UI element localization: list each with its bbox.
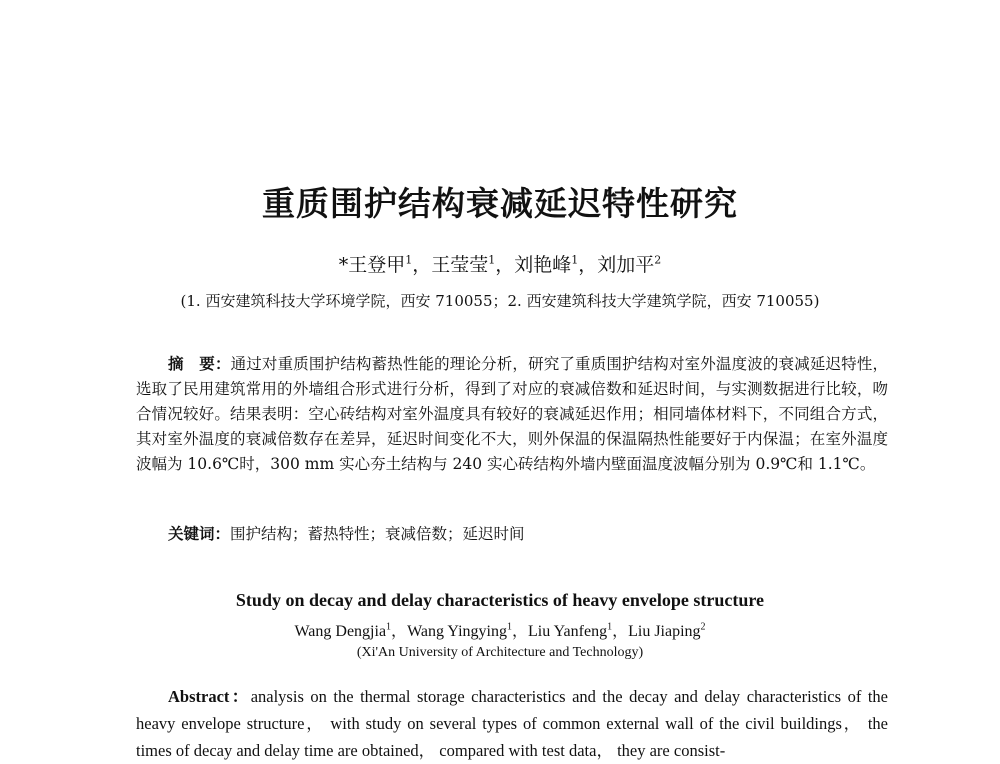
author-separator: ， [578,254,598,276]
author-affiliation-mark: 1 [386,621,392,633]
abstract-cn [136,352,888,477]
author-list-cn [0,250,1000,277]
keywords-label-cn: 关键词： [168,525,231,543]
abstract-label-en: Abstract： [168,687,251,706]
author-name: Wang Yingying [407,623,507,640]
author-affiliation-mark: 2 [654,253,662,267]
author-separator: ， [511,623,528,640]
keywords-text-cn: 围护结构；蓄热特性；衰减倍数；延迟时间 [230,525,525,543]
author-affiliation-mark: 1 [488,253,496,267]
affiliation-en: (Xi'An University of Architecture and Technology) [356,645,644,660]
author-name: Liu Jiaping [628,623,701,640]
keywords-cn [136,522,888,544]
author-name: 王莹莹 [431,254,489,276]
author-separator: ， [612,623,629,640]
author-name: Wang Dengjia [294,623,387,640]
author-separator: ， [495,254,515,276]
author-affiliation-mark: 1 [506,621,512,633]
abstract-text-cn: 通过对重质围护结构蓄热性能的理论分析，研究了重质围护结构对室外温度波的衰减延迟特性，选取了民用建筑常用的外墙组合形式进行分析，得到了对应的衰减倍数和延迟时间，与实测数据进行比较，吻合情况较好。结果表明：空心砖结构对室外温度具有较好的衰减延迟作用；相同墙体材料下，不同组合方式，其对室外温度的衰减倍数存在差异，延迟时间变化不大，则外保温的保温隔热性能要好于内保温；在室外温度波幅为 10.6℃时，300 mm 实心夯土结构与 240 实心砖结构外墙内壁面温度波幅分别为 0.9℃和 1.1℃。 [136,355,888,473]
paper-title-en: Study on decay and delay characteristics of heavy envelope structure [235,590,765,610]
abstract-label-cn: 摘 要： [168,355,231,373]
author-affiliation-mark: 1 [607,621,613,633]
author-name: 刘艳峰 [514,254,572,276]
author-separator: ， [391,623,408,640]
author-list-en [0,618,1000,641]
author-name: 王登甲 [348,254,406,276]
abstract-text-en: analysis on the thermal storage characteristics and the decay and delay characteristics of the heavy envelope structure， with study on several types of common external wall of the civil buildings， the times of decay and delay time are obtained， compared with test data， they are consist- [136,687,888,760]
author-separator: ， [412,254,432,276]
author-name: Liu Yanfeng [527,623,608,640]
paper-title-cn: 重质围护结构衰减延迟特性研究 [262,184,738,223]
author-affiliation-mark: 1 [405,253,413,267]
abstract-en [136,683,888,764]
author-affiliation-mark: 2 [700,621,706,633]
author-affiliation-mark: 1 [571,253,579,267]
author-name: 刘加平 [597,254,655,276]
affiliation-cn: (1. 西安建筑科技大学环境学院，西安 710055；2. 西安建筑科技大学建筑学院，西安 710055) [180,292,820,310]
corresponding-marker: * [338,254,349,276]
